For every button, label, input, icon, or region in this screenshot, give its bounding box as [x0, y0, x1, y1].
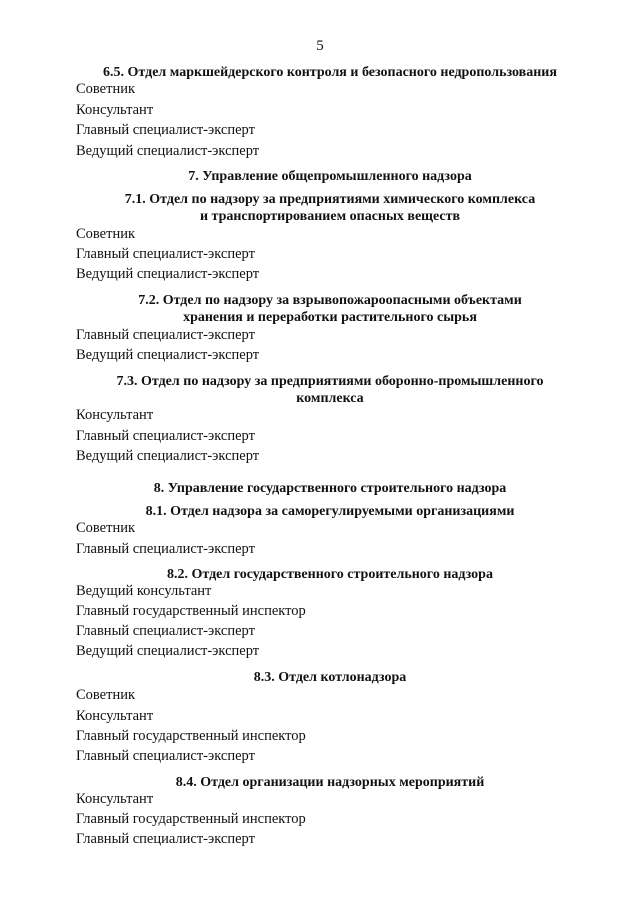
- heading-line: 8.4. Отдел организации надзорных мероприятий: [175, 775, 485, 790]
- section-heading-8: [60, 480, 600, 497]
- heading-line: 7.3. Отдел по надзору за предприятиями оборонно-промышленного: [116, 374, 544, 389]
- position-item: Ведущий специалист-эксперт: [76, 347, 260, 363]
- position-item: Ведущий специалист-эксперт: [76, 143, 260, 159]
- position-item: Ведущий специалист-эксперт: [76, 266, 260, 282]
- section-heading-7-2: [60, 292, 600, 326]
- position-item: Главный государственный инспектор: [76, 728, 306, 744]
- position-item: Главный специалист-эксперт: [76, 327, 255, 343]
- section-heading-8-4: [60, 774, 600, 791]
- position-item: Ведущий специалист-эксперт: [76, 448, 260, 464]
- position-item: Главный государственный инспектор: [76, 811, 306, 827]
- position-item: Советник: [76, 81, 136, 97]
- heading-line: хранения и переработки растительного сырья: [183, 310, 477, 325]
- section-heading-8-3: [60, 669, 600, 686]
- position-item: Консультант: [76, 708, 154, 724]
- section-heading-7: [60, 168, 600, 185]
- heading-line: 6.5. Отдел маркшейдерского контроля и безопасного недропользования: [103, 65, 557, 80]
- section-heading-7-3: [60, 373, 600, 407]
- position-item: Главный государственный инспектор: [76, 603, 306, 619]
- heading-line: 7.2. Отдел по надзору за взрывопожароопасными объектами: [138, 293, 522, 308]
- section-heading-6-5: [60, 64, 600, 81]
- position-item: Ведущий специалист-эксперт: [76, 643, 260, 659]
- position-item: Главный специалист-эксперт: [76, 122, 255, 138]
- page-number: 5: [316, 38, 324, 54]
- heading-line: 8.2. Отдел государственного строительного надзора: [167, 567, 493, 582]
- position-item: Главный специалист-эксперт: [76, 748, 255, 764]
- section-heading-8-1: [60, 503, 600, 520]
- heading-line: 8.1. Отдел надзора за саморегулируемыми организациями: [145, 504, 515, 519]
- position-item: Советник: [76, 226, 136, 242]
- section-heading-8-2: [60, 566, 600, 583]
- position-item: Ведущий консультант: [76, 583, 212, 599]
- heading-line: 7. Управление общепромышленного надзора: [188, 169, 472, 184]
- heading-line: 7.1. Отдел по надзору за предприятиями химического комплекса: [124, 192, 536, 207]
- position-item: Главный специалист-эксперт: [76, 428, 255, 444]
- position-item: Главный специалист-эксперт: [76, 541, 255, 557]
- position-item: Консультант: [76, 102, 154, 118]
- position-item: Главный специалист-эксперт: [76, 831, 255, 847]
- heading-line: и транспортированием опасных веществ: [199, 209, 461, 224]
- heading-line: 8. Управление государственного строительного надзора: [153, 481, 507, 496]
- heading-line: комплекса: [296, 391, 364, 406]
- heading-line: 8.3. Отдел котлонадзора: [253, 670, 407, 685]
- position-item: Советник: [76, 520, 136, 536]
- position-item: Советник: [76, 687, 136, 703]
- section-heading-7-1: [60, 191, 600, 225]
- position-item: Консультант: [76, 407, 154, 423]
- position-item: Консультант: [76, 791, 154, 807]
- position-item: Главный специалист-эксперт: [76, 623, 255, 639]
- position-item: Главный специалист-эксперт: [76, 246, 255, 262]
